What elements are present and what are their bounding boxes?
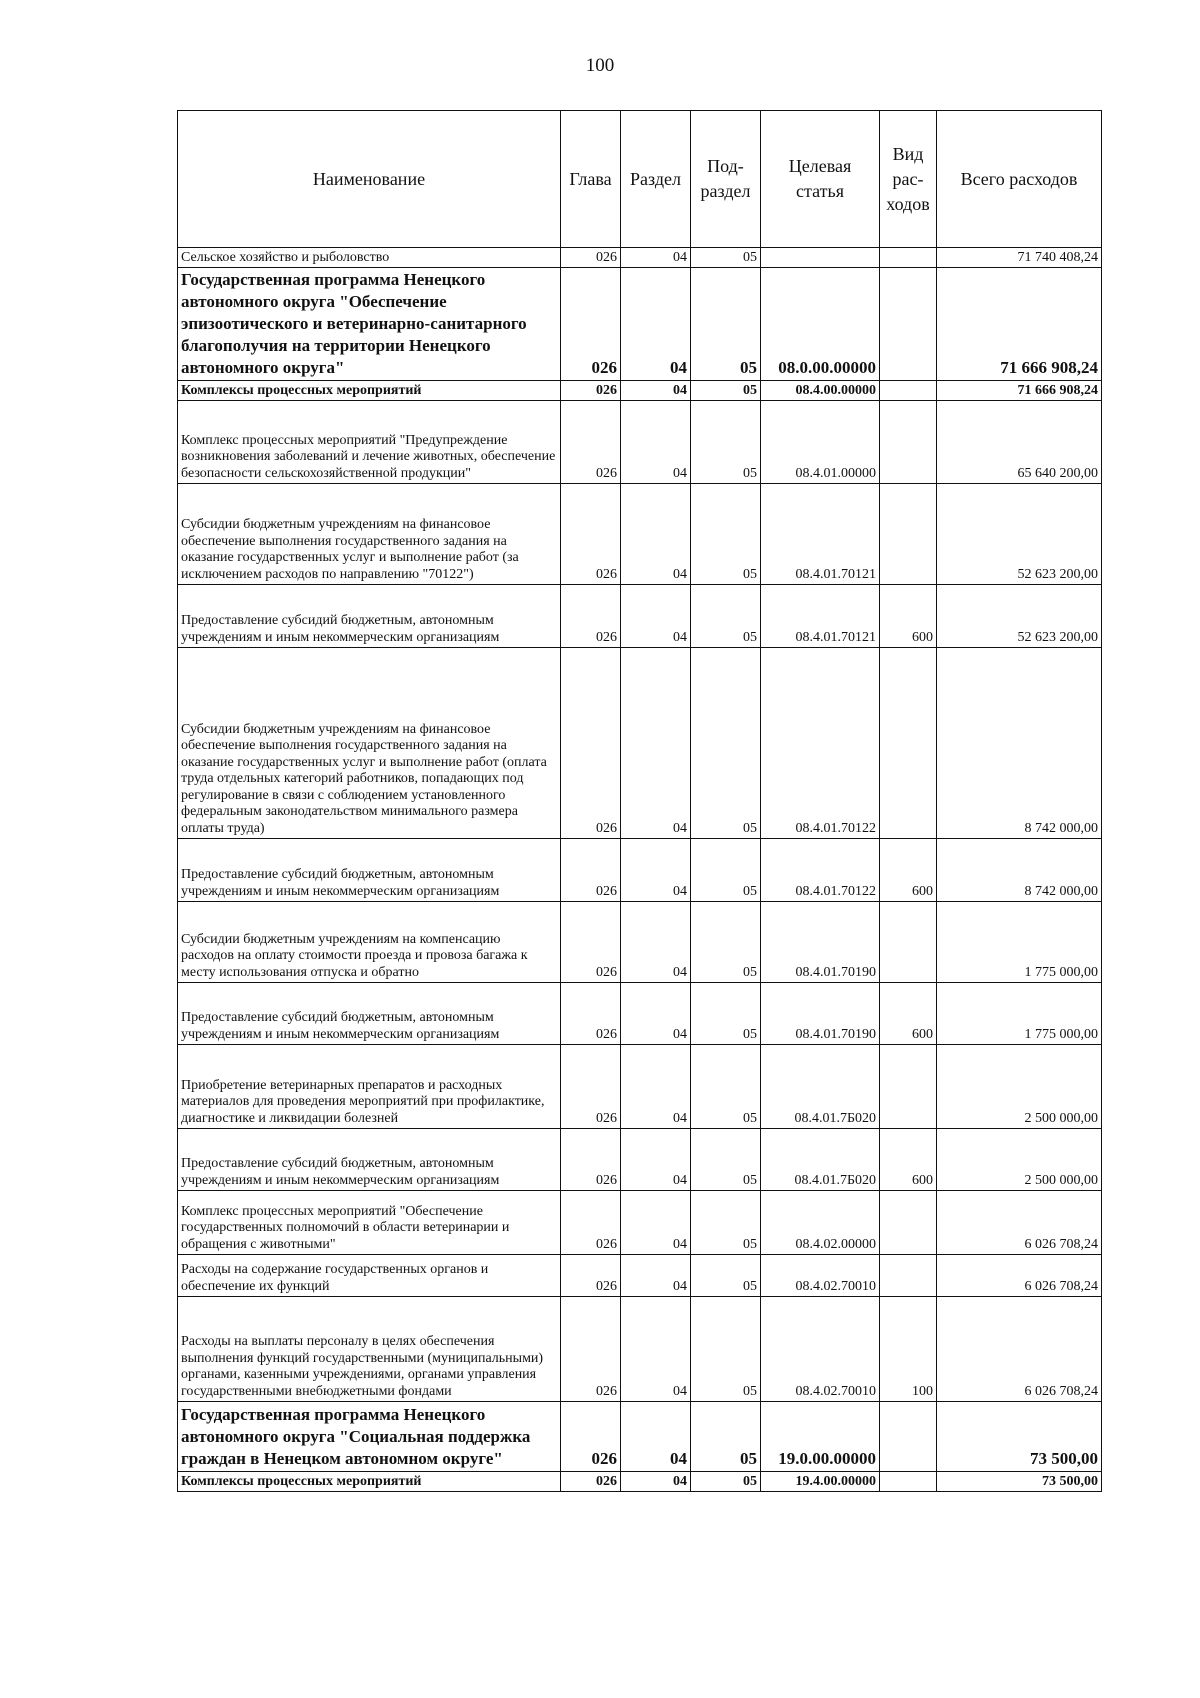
row-chapter: 026	[561, 1255, 621, 1297]
row-target: 08.4.01.70121	[761, 585, 880, 648]
table-row	[178, 1472, 1102, 1492]
row-subsection: 05	[691, 902, 761, 983]
row-name: Субсидии бюджетным учреждениям на финансовое обеспечение выполнения государственного задания на оказание государственных услуг и выполнение работ (за исключением расходов по направлению "70122")	[178, 484, 561, 585]
table-body	[178, 248, 1102, 1492]
row-total: 71 740 408,24	[937, 248, 1102, 268]
row-chapter: 026	[561, 1402, 621, 1472]
row-target	[761, 248, 880, 268]
row-chapter: 026	[561, 268, 621, 381]
row-chapter: 026	[561, 401, 621, 484]
col-header-type: Вид рас- ходов	[880, 111, 937, 248]
row-section: 04	[621, 585, 691, 648]
table-row	[178, 401, 1102, 484]
row-section: 04	[621, 1191, 691, 1255]
row-type	[880, 648, 937, 839]
header-row	[178, 111, 1102, 248]
row-target: 08.4.01.70121	[761, 484, 880, 585]
row-type	[880, 1402, 937, 1472]
row-total: 1 775 000,00	[937, 983, 1102, 1045]
row-total: 73 500,00	[937, 1402, 1102, 1472]
table-row	[178, 839, 1102, 902]
row-target: 08.4.01.70122	[761, 648, 880, 839]
row-chapter: 026	[561, 902, 621, 983]
row-target: 08.4.02.70010	[761, 1297, 880, 1402]
row-total: 71 666 908,24	[937, 268, 1102, 381]
row-section: 04	[621, 983, 691, 1045]
row-name: Комплекс процессных мероприятий "Предупреждение возникновения заболеваний и лечение животных, обеспечение безопасности сельскохозяйственной продукции"	[178, 401, 561, 484]
row-type	[880, 1255, 937, 1297]
row-subsection: 05	[691, 1255, 761, 1297]
row-section: 04	[621, 1129, 691, 1191]
row-subsection: 05	[691, 401, 761, 484]
row-chapter: 026	[561, 839, 621, 902]
row-target: 19.4.00.00000	[761, 1472, 880, 1492]
table-row	[178, 381, 1102, 401]
row-total: 6 026 708,24	[937, 1297, 1102, 1402]
row-section: 04	[621, 248, 691, 268]
table-row	[178, 1129, 1102, 1191]
col-header-name: Наименование	[178, 111, 561, 248]
row-total: 8 742 000,00	[937, 648, 1102, 839]
table-row	[178, 648, 1102, 839]
row-name: Расходы на содержание государственных органов и обеспечение их функций	[178, 1255, 561, 1297]
row-total: 2 500 000,00	[937, 1045, 1102, 1129]
row-target: 08.0.00.00000	[761, 268, 880, 381]
table-row	[178, 585, 1102, 648]
row-section: 04	[621, 1402, 691, 1472]
table-row	[178, 902, 1102, 983]
table-header	[178, 111, 1102, 248]
row-subsection: 05	[691, 381, 761, 401]
row-type	[880, 381, 937, 401]
row-chapter: 026	[561, 248, 621, 268]
row-subsection: 05	[691, 268, 761, 381]
row-target: 08.4.01.70122	[761, 839, 880, 902]
row-subsection: 05	[691, 648, 761, 839]
row-target: 08.4.01.70190	[761, 902, 880, 983]
row-total: 2 500 000,00	[937, 1129, 1102, 1191]
row-subsection: 05	[691, 1402, 761, 1472]
row-name: Субсидии бюджетным учреждениям на финансовое обеспечение выполнения государственного задания на оказание государственных услуг и выполнение работ (оплата труда отдельных категорий работников, попадающих под регулирование в связи с соблюдением установленного федеральным законодательством минимального размера оплаты труда)	[178, 648, 561, 839]
page-number: 100	[585, 55, 615, 76]
row-subsection: 05	[691, 248, 761, 268]
row-name: Государственная программа Ненецкого автономного округа "Социальная поддержка граждан в Ненецком автономном округе"	[178, 1402, 561, 1472]
row-name: Сельское хозяйство и рыболовство	[178, 248, 561, 268]
table-row	[178, 983, 1102, 1045]
budget-table	[177, 110, 1102, 1492]
row-section: 04	[621, 401, 691, 484]
row-type	[880, 268, 937, 381]
row-total: 52 623 200,00	[937, 585, 1102, 648]
row-chapter: 026	[561, 1045, 621, 1129]
row-target: 08.4.00.00000	[761, 381, 880, 401]
row-subsection: 05	[691, 1129, 761, 1191]
row-name: Расходы на выплаты персоналу в целях обеспечения выполнения функций государственными (муниципальными) органами, казенными учреждениями, органами управления государственными внебюджетными фондами	[178, 1297, 561, 1402]
table-row	[178, 1191, 1102, 1255]
row-name: Государственная программа Ненецкого автономного округа "Обеспечение эпизоотического и ветеринарно-санитарного благополучия на территории Ненецкого автономного округа"	[178, 268, 561, 381]
col-header-section: Раздел	[621, 111, 691, 248]
row-section: 04	[621, 1255, 691, 1297]
col-header-target: Целевая статья	[761, 111, 880, 248]
table-row	[178, 248, 1102, 268]
row-subsection: 05	[691, 1297, 761, 1402]
row-subsection: 05	[691, 983, 761, 1045]
table-row	[178, 1255, 1102, 1297]
row-total: 73 500,00	[937, 1472, 1102, 1492]
row-chapter: 026	[561, 1191, 621, 1255]
row-type	[880, 484, 937, 585]
row-name: Предоставление субсидий бюджетным, автономным учреждениям и иным некоммерческим организациям	[178, 585, 561, 648]
row-name: Предоставление субсидий бюджетным, автономным учреждениям и иным некоммерческим организациям	[178, 1129, 561, 1191]
row-type: 600	[880, 839, 937, 902]
row-total: 71 666 908,24	[937, 381, 1102, 401]
row-type	[880, 248, 937, 268]
row-type	[880, 1191, 937, 1255]
row-type: 600	[880, 1129, 937, 1191]
row-name: Предоставление субсидий бюджетным, автономным учреждениям и иным некоммерческим организациям	[178, 983, 561, 1045]
row-target: 08.4.01.7Б020	[761, 1045, 880, 1129]
row-total: 6 026 708,24	[937, 1191, 1102, 1255]
table-row-program	[178, 1402, 1102, 1472]
row-subsection: 05	[691, 585, 761, 648]
table-row	[178, 1297, 1102, 1402]
row-name: Приобретение ветеринарных препаратов и расходных материалов для проведения мероприятий при профилактике, диагностике и ликвидации болезней	[178, 1045, 561, 1129]
row-name: Субсидии бюджетным учреждениям на компенсацию расходов на оплату стоимости проезда и провоза багажа к месту использования отпуска и обратно	[178, 902, 561, 983]
col-header-chapter: Глава	[561, 111, 621, 248]
row-type: 100	[880, 1297, 937, 1402]
row-total: 1 775 000,00	[937, 902, 1102, 983]
row-name: Предоставление субсидий бюджетным, автономным учреждениям и иным некоммерческим организациям	[178, 839, 561, 902]
row-total: 52 623 200,00	[937, 484, 1102, 585]
col-header-subsection: Под- раздел	[691, 111, 761, 248]
row-type	[880, 1472, 937, 1492]
row-target: 08.4.01.7Б020	[761, 1129, 880, 1191]
row-type	[880, 902, 937, 983]
row-total: 8 742 000,00	[937, 839, 1102, 902]
row-name: Комплексы процессных мероприятий	[178, 381, 561, 401]
table-row	[178, 1045, 1102, 1129]
row-section: 04	[621, 1297, 691, 1402]
row-subsection: 05	[691, 1045, 761, 1129]
row-total: 65 640 200,00	[937, 401, 1102, 484]
row-type: 600	[880, 983, 937, 1045]
row-target: 19.0.00.00000	[761, 1402, 880, 1472]
table-row-program	[178, 268, 1102, 381]
row-section: 04	[621, 1472, 691, 1492]
row-name: Комплекс процессных мероприятий "Обеспечение государственных полномочий в области ветеринарии и обращения с животными"	[178, 1191, 561, 1255]
row-section: 04	[621, 1045, 691, 1129]
row-type: 600	[880, 585, 937, 648]
row-chapter: 026	[561, 484, 621, 585]
row-chapter: 026	[561, 648, 621, 839]
row-type	[880, 401, 937, 484]
row-total: 6 026 708,24	[937, 1255, 1102, 1297]
row-section: 04	[621, 839, 691, 902]
table-row	[178, 484, 1102, 585]
row-subsection: 05	[691, 1472, 761, 1492]
row-section: 04	[621, 268, 691, 381]
row-target: 08.4.01.00000	[761, 401, 880, 484]
row-chapter: 026	[561, 585, 621, 648]
row-section: 04	[621, 902, 691, 983]
row-target: 08.4.02.70010	[761, 1255, 880, 1297]
row-section: 04	[621, 381, 691, 401]
row-chapter: 026	[561, 1129, 621, 1191]
row-type	[880, 1045, 937, 1129]
row-subsection: 05	[691, 839, 761, 902]
row-chapter: 026	[561, 1297, 621, 1402]
row-target: 08.4.02.00000	[761, 1191, 880, 1255]
row-chapter: 026	[561, 983, 621, 1045]
row-section: 04	[621, 648, 691, 839]
row-chapter: 026	[561, 1472, 621, 1492]
col-header-total: Всего расходов	[937, 111, 1102, 248]
row-subsection: 05	[691, 1191, 761, 1255]
row-subsection: 05	[691, 484, 761, 585]
row-section: 04	[621, 484, 691, 585]
row-name: Комплексы процессных мероприятий	[178, 1472, 561, 1492]
row-target: 08.4.01.70190	[761, 983, 880, 1045]
row-chapter: 026	[561, 381, 621, 401]
